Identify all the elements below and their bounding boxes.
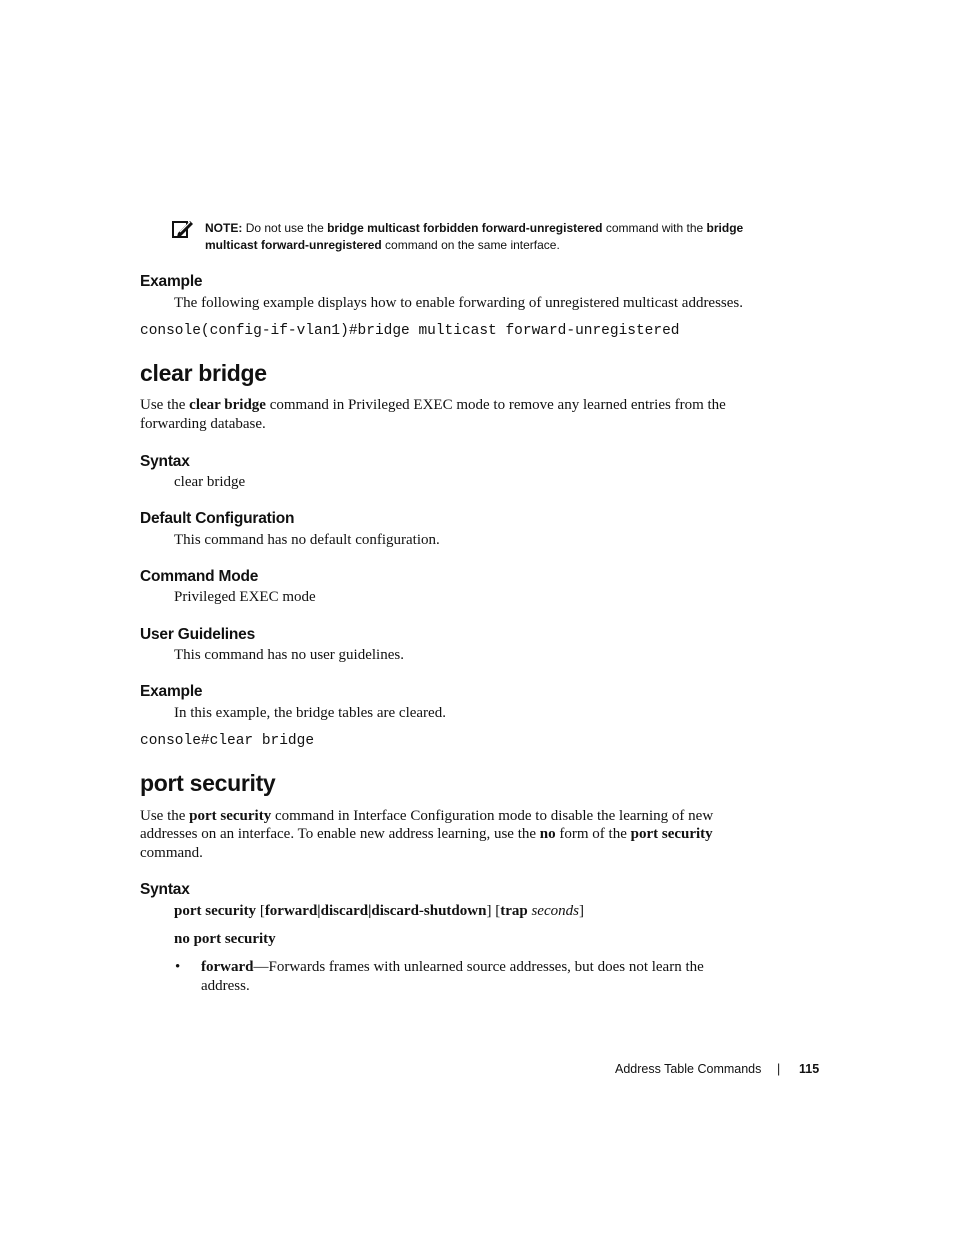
syntax-text: clear bridge bbox=[174, 474, 246, 490]
example-text: The following example displays how to enable forwarding of unregistered multicast addresses. bbox=[174, 295, 744, 311]
clear-bridge-title: clear bridge bbox=[140, 360, 267, 386]
command-mode-text: Privileged EXEC mode bbox=[174, 589, 316, 605]
clear-bridge-intro-line2: forwarding database. bbox=[140, 416, 266, 432]
user-guidelines-heading: User Guidelines bbox=[140, 626, 256, 643]
example-code: console(config-if-vlan1)#bridge multicast forward-unregistered bbox=[140, 323, 680, 339]
footer-page-number: 115 bbox=[799, 1062, 820, 1076]
bullet-symbol: • bbox=[175, 959, 181, 975]
port-security-intro-line3: command. bbox=[140, 845, 203, 861]
note-label: NOTE: bbox=[205, 221, 243, 235]
note-text-line1: NOTE: Do not use the bridge multicast forbidden forward-unregistered command with the bridge bbox=[205, 221, 744, 235]
note-pencil-icon bbox=[172, 219, 194, 239]
port-security-intro-line1: Use the port security command in Interface Configuration mode to disable the learning of new bbox=[140, 808, 714, 824]
note-text-line2: multicast forward-unregistered command on the same interface. bbox=[205, 238, 560, 252]
default-config-text: This command has no default configuration. bbox=[174, 532, 440, 548]
syntax-line: port security [forward|discard|discard-shutdown] [trap seconds] bbox=[174, 903, 584, 919]
syntax-heading: Syntax bbox=[140, 453, 190, 470]
footer-separator: | bbox=[777, 1062, 781, 1076]
example-text-2: In this example, the bridge tables are cleared. bbox=[174, 705, 446, 721]
syntax-no-line: no port security bbox=[174, 931, 276, 947]
footer-chapter: Address Table Commands bbox=[615, 1062, 762, 1076]
command-mode-heading: Command Mode bbox=[140, 568, 259, 585]
port-security-intro-line2: addresses on an interface. To enable new address learning, use the no form of the port security bbox=[140, 826, 713, 842]
clear-bridge-intro-line1: Use the clear bridge command in Privileged EXEC mode to remove any learned entries from the bbox=[140, 397, 726, 413]
user-guidelines-text: This command has no user guidelines. bbox=[174, 647, 404, 663]
example-heading-2: Example bbox=[140, 683, 203, 700]
bullet-line1: forward—Forwards frames with unlearned source addresses, but does not learn the bbox=[201, 959, 704, 975]
example-heading: Example bbox=[140, 273, 203, 290]
syntax-heading-2: Syntax bbox=[140, 881, 190, 898]
default-config-heading: Default Configuration bbox=[140, 510, 295, 527]
example-code-2: console#clear bridge bbox=[140, 733, 315, 749]
port-security-title: port security bbox=[140, 770, 276, 796]
bullet-line2: address. bbox=[201, 978, 250, 994]
